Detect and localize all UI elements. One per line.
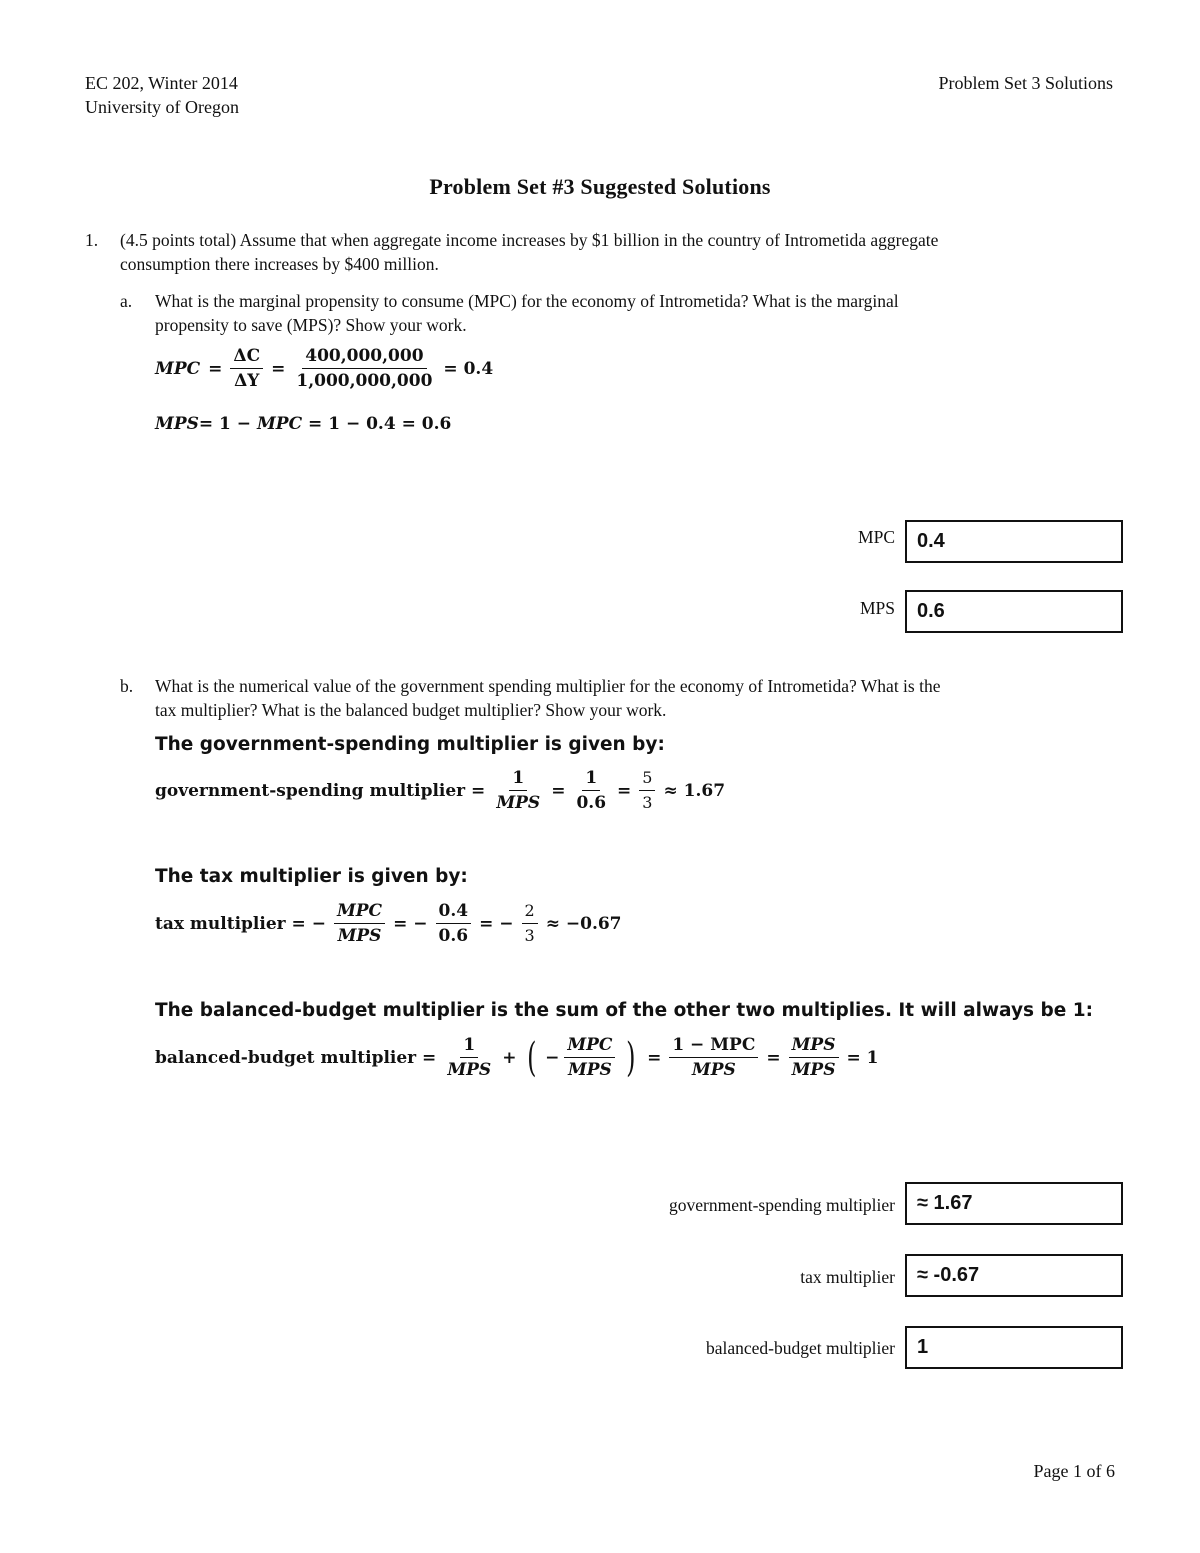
- course-label: EC 202, Winter 2014: [85, 73, 238, 93]
- mps-symbol: MPS: [447, 1060, 492, 1080]
- gov-den-2: 0.6: [576, 793, 607, 813]
- tax-den-3: 3: [524, 926, 535, 945]
- gov-den-3: 3: [642, 793, 653, 812]
- gov-answer-label: government-spending multiplier: [669, 1195, 895, 1215]
- page-number: Page 1 of 6: [1033, 1461, 1115, 1481]
- mpc-symbol: MPC: [567, 1035, 613, 1055]
- part-b-letter: b.: [120, 676, 134, 696]
- tax-label: tax multiplier = −: [155, 913, 326, 934]
- bb-num-3: 1 − MPC: [669, 1035, 758, 1058]
- value-fraction: [293, 346, 435, 391]
- mps-symbol: MPS: [567, 1060, 612, 1080]
- question-number: 1.: [85, 230, 99, 250]
- mps-symbol: MPS: [496, 793, 541, 813]
- equals-sign: =: [208, 358, 223, 379]
- bb-fraction-3: [669, 1035, 758, 1080]
- tax-fraction-3: [522, 901, 538, 946]
- bb-multiplier-heading: The balanced-budget multiplier is the sum of the other two multiplies. It will always be 1:: [155, 1000, 1093, 1021]
- bb-fraction-2: [564, 1035, 615, 1080]
- delta-y: ΔY: [234, 371, 260, 391]
- mps-symbol: MPS: [155, 414, 199, 434]
- gov-fraction-3: [639, 768, 655, 813]
- bb-den-1: [444, 1058, 494, 1080]
- gov-approx: ≈ 1.67: [663, 780, 726, 801]
- mps-symbol: MPS: [691, 1060, 736, 1080]
- bb-den-4: [789, 1058, 839, 1080]
- tax-approx: ≈ −0.67: [545, 913, 622, 934]
- mps-answer-box: 0.6: [905, 590, 1123, 633]
- gov-multiplier-equation: government-spending multiplier = $\frac{1}{\text{MPS}}$ = $\frac{1}{0.6}$ = $\frac{5}{3}$ ≈ 1.67: [155, 768, 726, 813]
- equals-sign: =: [271, 358, 286, 379]
- mps-rhs: = 1 −: [198, 414, 257, 434]
- mps-answer-label: MPS: [859, 598, 895, 618]
- mpc-answer-label: MPC: [858, 527, 895, 547]
- tax-answer-box: ≈ -0.67: [905, 1254, 1123, 1297]
- gov-multiplier-heading: The government-spending multiplier is given by:: [155, 734, 665, 755]
- mpc-symbol: MPC: [256, 414, 303, 434]
- bb-fraction-1: [444, 1035, 494, 1080]
- mpc-answer-box: 0.4: [905, 520, 1123, 563]
- bb-den-2: [565, 1058, 615, 1080]
- tax-answer-label: tax multiplier: [800, 1267, 895, 1287]
- bb-fraction-4: [789, 1035, 839, 1080]
- bb-num-4: [789, 1035, 839, 1058]
- bb-answer-label: balanced-budget multiplier: [705, 1338, 895, 1358]
- bb-den-3: [689, 1058, 739, 1080]
- tax-den-2: 0.6: [438, 926, 469, 946]
- tax-multiplier-heading: The tax multiplier is given by:: [155, 866, 468, 887]
- mps-tail: = 1 − 0.4 = 0.6: [302, 414, 452, 434]
- delta-c: ΔC: [230, 346, 263, 369]
- part-a-line2: propensity to save (MPS)? Show your work.: [155, 315, 467, 335]
- tax-num-1: [334, 901, 385, 924]
- consumption-value: 400,000,000: [302, 346, 426, 369]
- part-b-line2: tax multiplier? What is the balanced budget multiplier? Show your work.: [155, 700, 667, 720]
- mpc-symbol: MPC: [336, 901, 383, 921]
- tax-num-3: 2: [522, 901, 538, 924]
- mps-symbol: MPS: [791, 1060, 836, 1080]
- part-a-letter: a.: [120, 291, 133, 311]
- mpc-equation: [151, 346, 497, 391]
- mps-equation: [151, 414, 455, 434]
- bb-label: balanced-budget multiplier =: [155, 1047, 437, 1068]
- part-b-line1: What is the numerical value of the government spending multiplier for the economy of Intrometida? What is the: [155, 676, 941, 696]
- income-value: 1,000,000,000: [296, 371, 433, 391]
- bb-num-2: [564, 1035, 615, 1058]
- mpc-result: = 0.4: [443, 358, 494, 379]
- tax-fraction-2: [436, 901, 472, 946]
- gov-num-2: 1: [582, 768, 600, 791]
- bb-result: = 1: [846, 1047, 879, 1068]
- left-paren: (: [527, 1034, 537, 1081]
- tax-num-2: 0.4: [436, 901, 472, 924]
- mpc-symbol: MPC: [155, 358, 201, 379]
- school-label: University of Oregon: [85, 97, 239, 117]
- tax-den-1: [335, 924, 385, 946]
- question-text-line2: consumption there increases by $400 million.: [120, 254, 439, 274]
- gov-fraction-1: [493, 768, 543, 813]
- gov-label: government-spending multiplier =: [155, 780, 486, 801]
- bb-multiplier-equation: balanced-budget multiplier = $\frac{1}{\text{MPS}}$ + ( − $\frac{\text{MPC}}{\text{MPS}}$ ) = $\frac{\text{1 − MPC}}{\text{MPS}}$ = $\frac{\text{MPS}}{\text{MPS}}$ = 1: [155, 1034, 879, 1081]
- mps-symbol: MPS: [791, 1035, 836, 1055]
- bb-answer-box: 1: [905, 1326, 1123, 1369]
- right-paren: ): [626, 1034, 636, 1081]
- gov-num-1: 1: [509, 768, 527, 791]
- page-title: Problem Set #3 Suggested Solutions: [429, 174, 771, 199]
- bb-num-1: 1: [460, 1035, 478, 1058]
- gov-num-3: 5: [639, 768, 655, 791]
- question-text-line1: (4.5 points total) Assume that when aggregate income increases by $1 billion in the country of Intrometida aggregate: [120, 230, 939, 250]
- gov-den-1: [493, 791, 543, 813]
- delta-fraction: [230, 346, 263, 391]
- tax-fraction-1: [334, 901, 385, 946]
- gov-answer-box: ≈ 1.67: [905, 1182, 1123, 1225]
- gov-fraction-2: [573, 768, 609, 813]
- part-a-line1: What is the marginal propensity to consume (MPC) for the economy of Intrometida? What is the marginal: [155, 291, 899, 311]
- tax-multiplier-equation: tax multiplier = − $\frac{\text{MPC}}{\text{MPS}}$ = − $\frac{0.4}{0.6}$ = − $\frac{2}{3}$ ≈ −0.67: [155, 901, 622, 946]
- document-label: Problem Set 3 Solutions: [938, 73, 1113, 93]
- mps-symbol: MPS: [337, 926, 382, 946]
